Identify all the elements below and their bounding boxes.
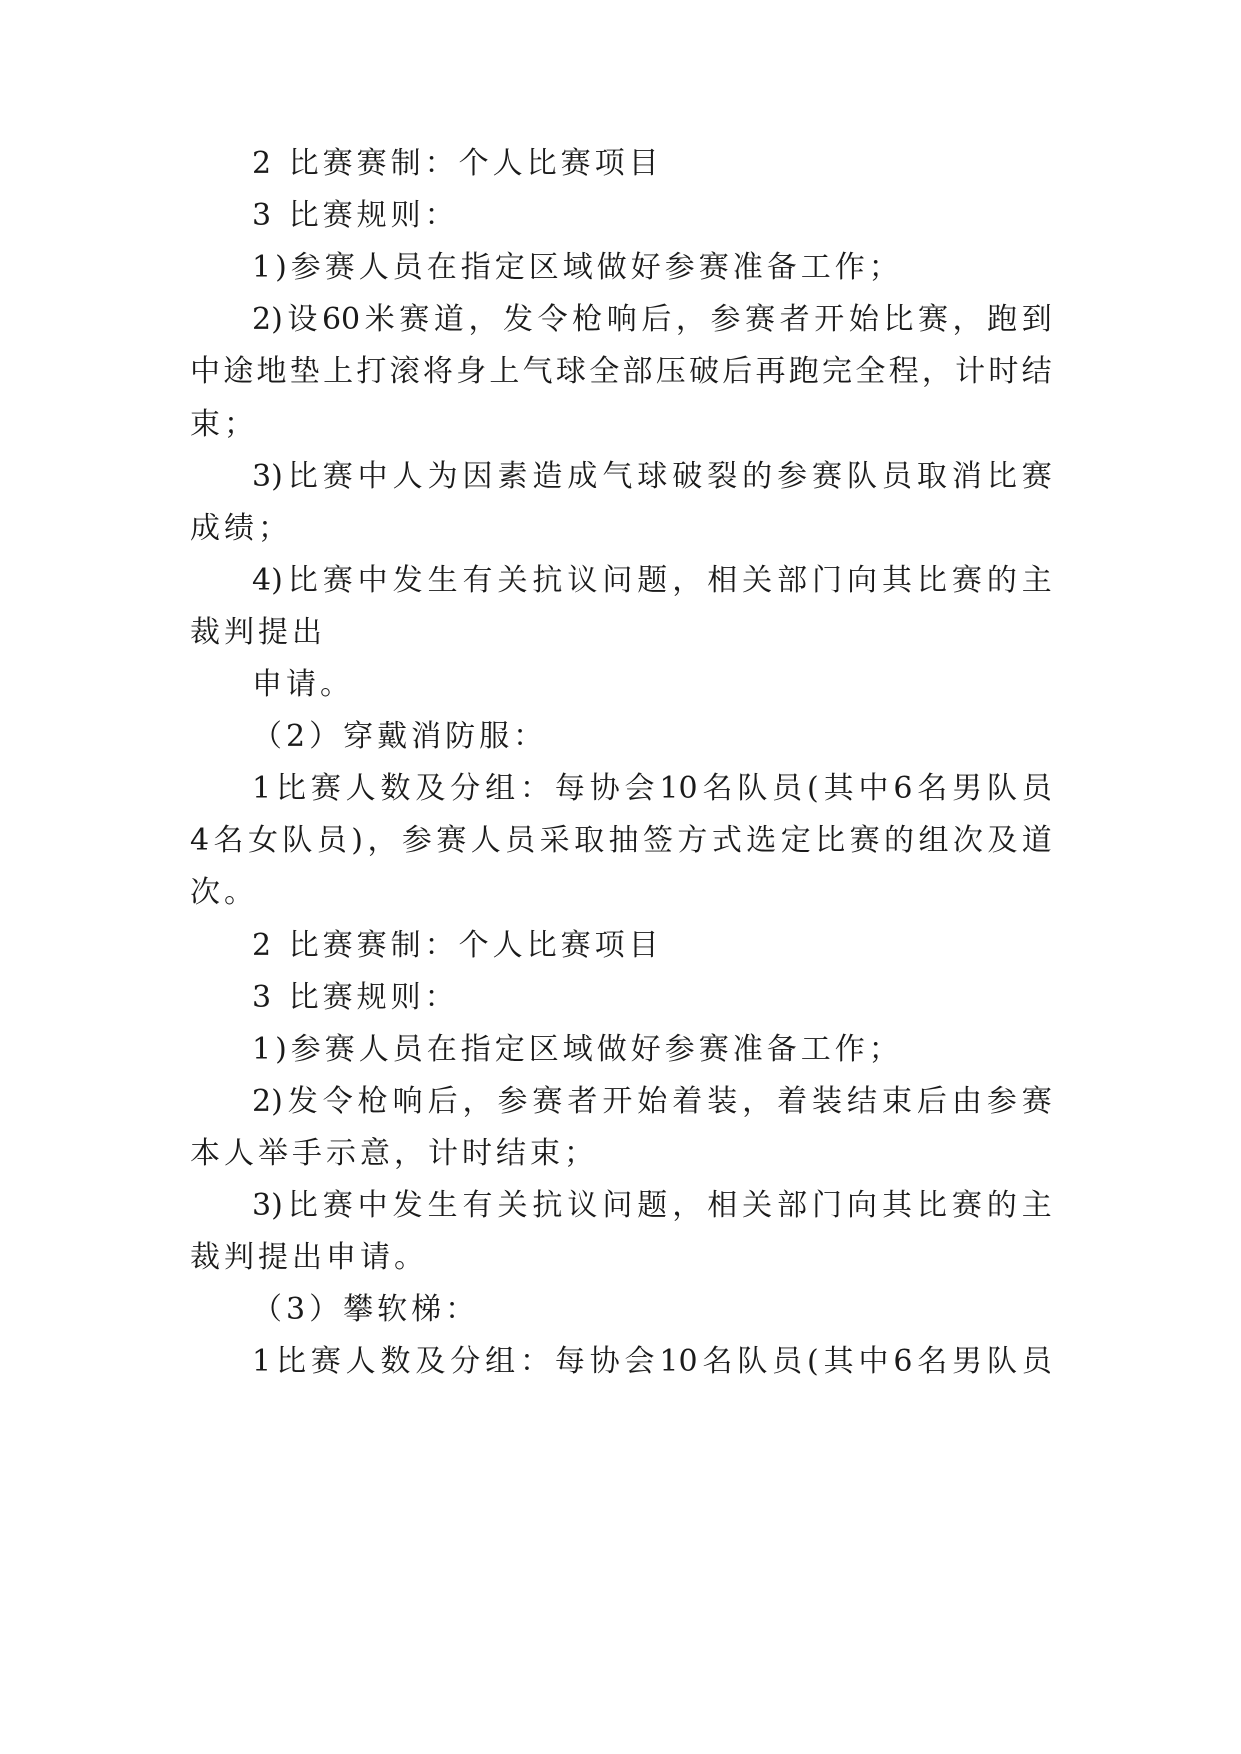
paragraph-line: 本人举手示意，计时结束； [190, 1136, 598, 1171]
paragraph-line: 中 途 地 垫 上 打 滚 将 身 上 气 球 全 部 压 破 后 再 跑 完 全 程 ， 计 时 结 [190, 354, 1052, 389]
paragraph-line: 1 比 赛 人 数 及 分 组 ： 每 协 会 10 名 队 员 ( 其 中 6 名 男 队 员 [252, 1344, 1052, 1379]
paragraph-line: 4) 比 赛 中 发 生 有 关 抗 议 问 题 ， 相 关 部 门 向 其 比 赛 的 主 [252, 563, 1052, 598]
paragraph-line: 3) 比 赛 中 人 为 因 素 造 成 气 球 破 裂 的 参 赛 队 员 取 消 比 赛 [252, 459, 1052, 494]
paragraph-line: 束； [190, 407, 258, 442]
paragraph-line: 2) 设 60 米 赛 道 ， 发 令 枪 响 后 ， 参 赛 者 开 始 比 赛 ， 跑 到 [252, 302, 1052, 337]
paragraph-line: 2 比赛赛制：个人比赛项目 [252, 928, 663, 963]
paragraph-line: 3 比赛规则： [252, 198, 459, 233]
paragraph-line: 次。 [190, 875, 258, 910]
paragraph-line: （3）攀软梯： [252, 1292, 480, 1327]
paragraph-line: 1)参赛人员在指定区域做好参赛准备工作； [252, 1032, 903, 1067]
paragraph-line: 1)参赛人员在指定区域做好参赛准备工作； [252, 250, 903, 285]
paragraph-line: 2 比赛赛制：个人比赛项目 [252, 146, 663, 181]
paragraph-line: 1 比 赛 人 数 及 分 组 ： 每 协 会 10 名 队 员 ( 其 中 6 名 男 队 员 [252, 771, 1052, 806]
paragraph-line: 2) 发 令 枪 响 后 ， 参 赛 者 开 始 着 装 ， 着 装 结 束 后 由 参 赛 [252, 1084, 1052, 1119]
paragraph-line: 申请。 [252, 667, 354, 702]
paragraph-line: 成绩； [190, 511, 292, 546]
paragraph-line: 裁判提出申请。 [190, 1240, 428, 1275]
paragraph-line: （2）穿戴消防服： [252, 719, 548, 754]
paragraph-line: 4 名 女 队 员 ) ， 参 赛 人 员 采 取 抽 签 方 式 选 定 比 赛 的 组 次 及 道 [190, 823, 1052, 858]
paragraph-line: 3) 比 赛 中 发 生 有 关 抗 议 问 题 ， 相 关 部 门 向 其 比 赛 的 主 [252, 1188, 1052, 1223]
paragraph-line: 裁判提出 [190, 615, 326, 650]
paragraph-line: 3 比赛规则： [252, 980, 459, 1015]
